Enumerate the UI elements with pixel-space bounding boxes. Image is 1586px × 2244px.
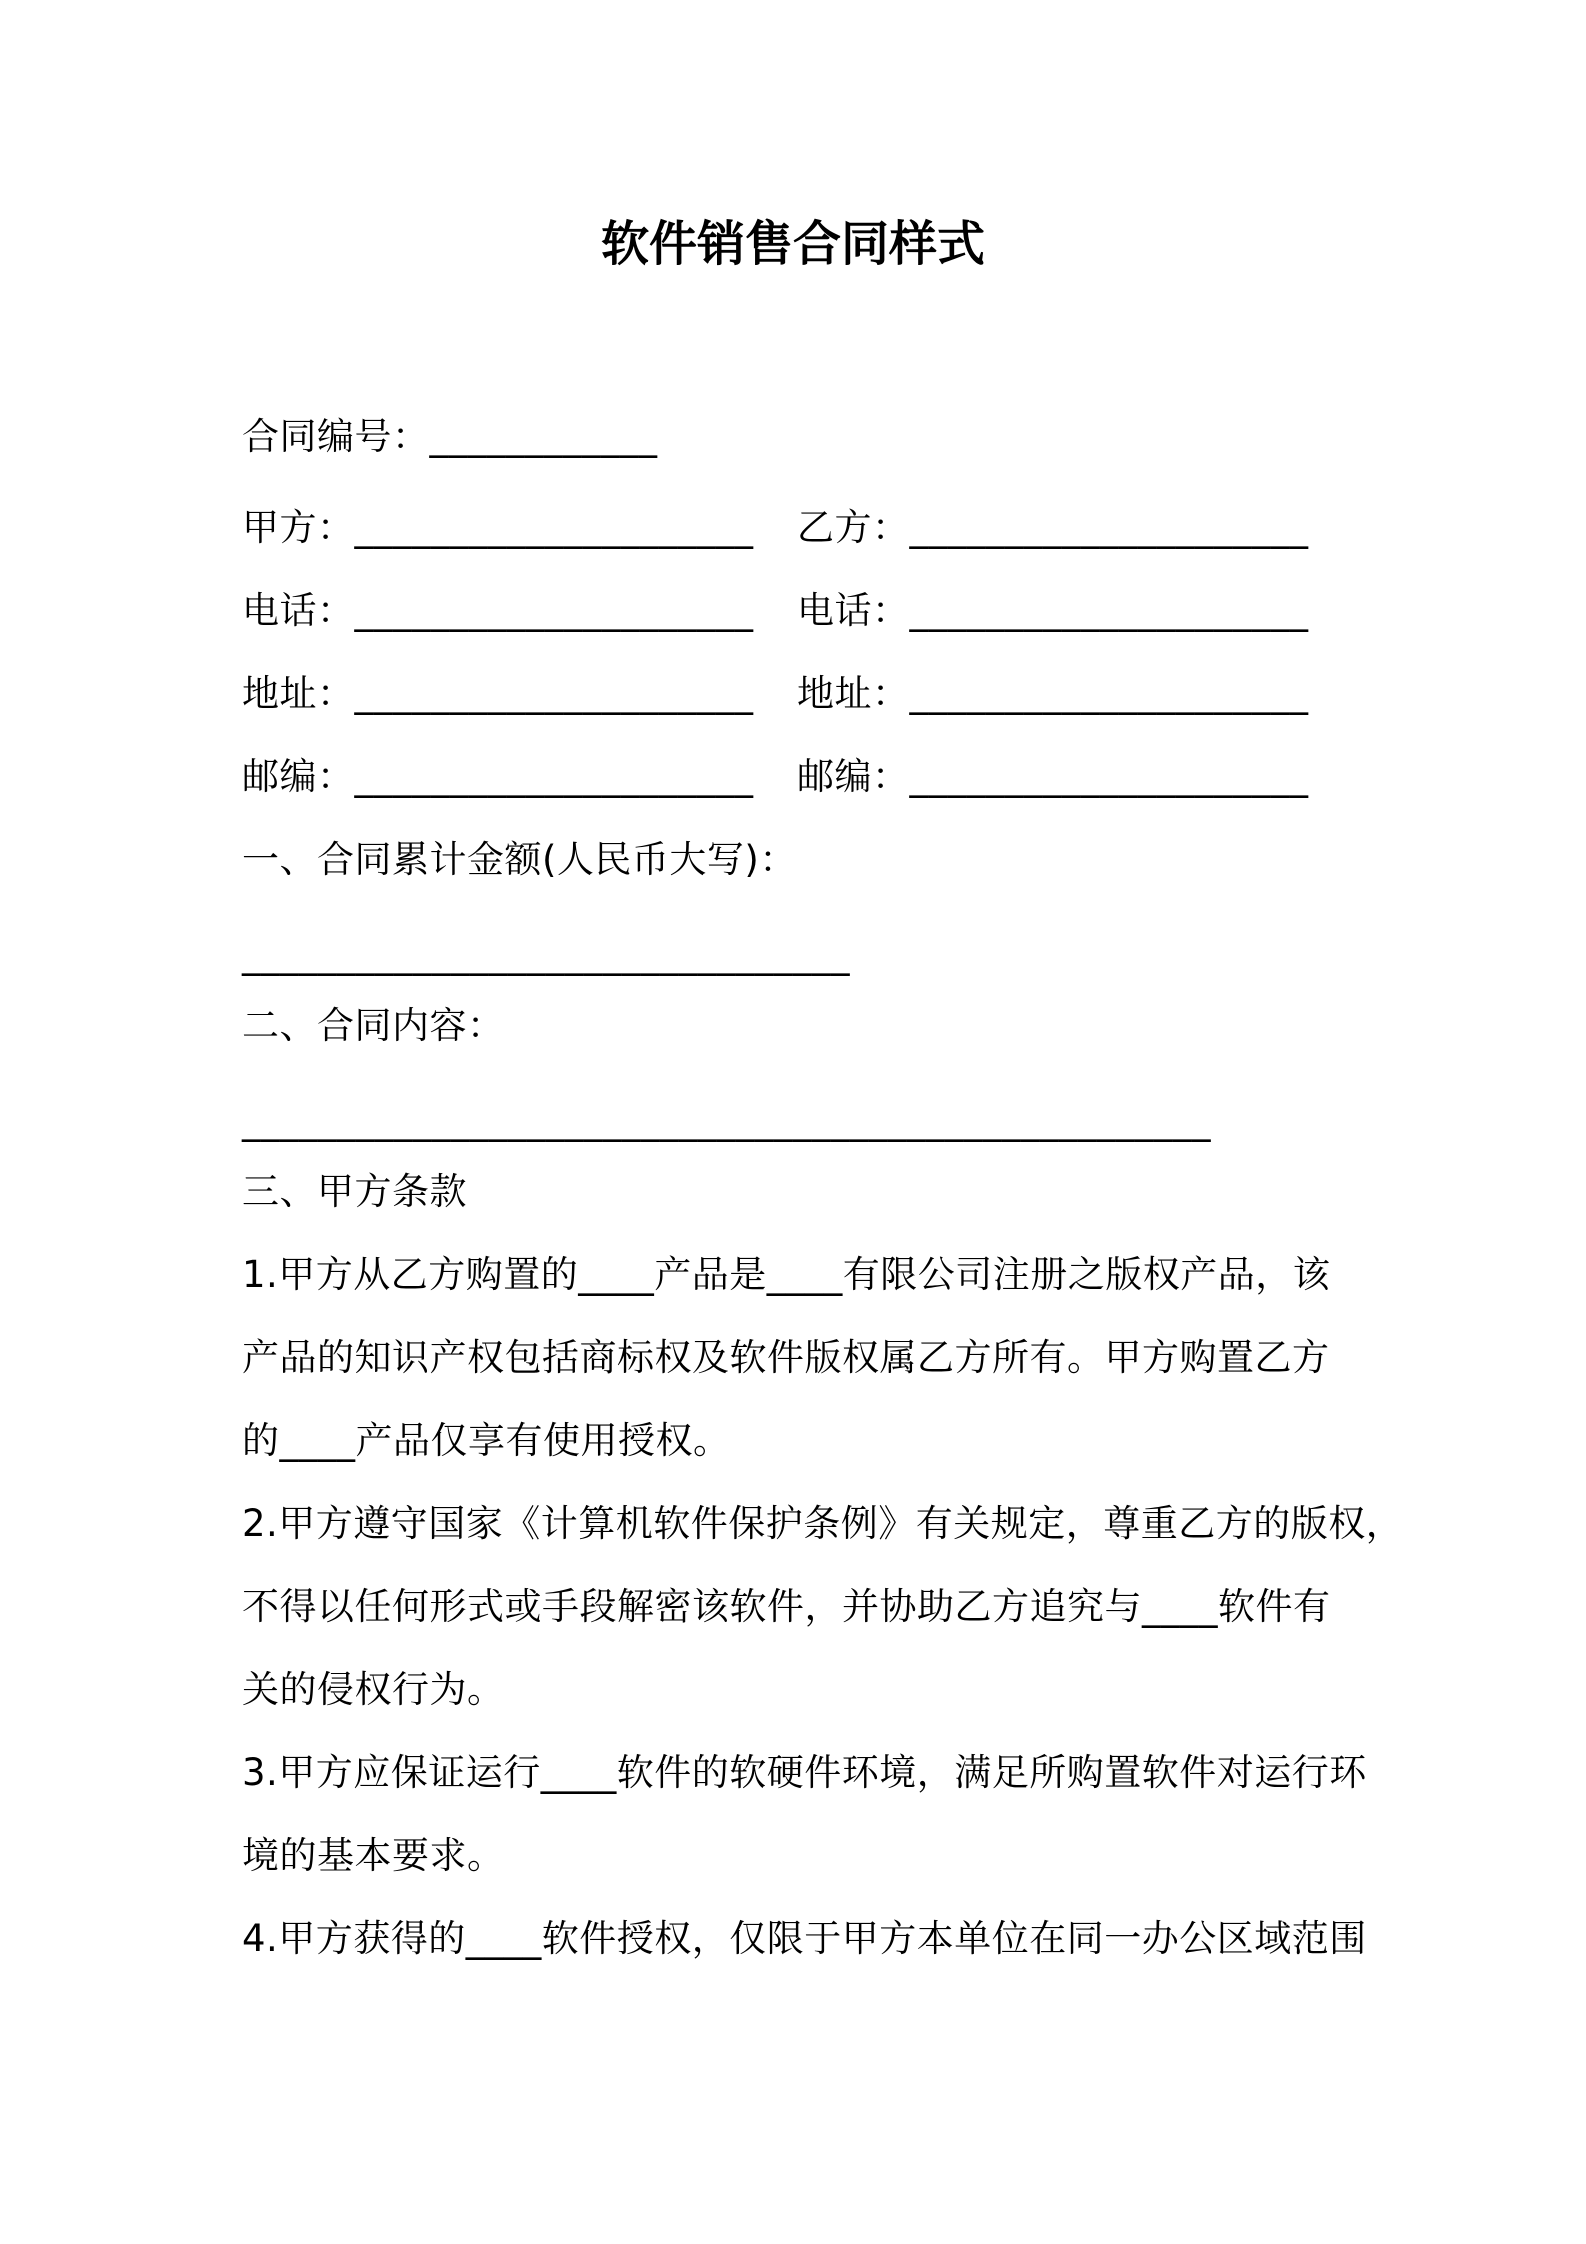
amount-heading: 一、合同累计金额(人民币大写)：	[242, 838, 797, 881]
clause-line: 1.甲方从乙方购置的____产品是____有限公司注册之版权产品，该	[242, 1253, 1331, 1296]
party-a-terms-heading: 三、甲方条款	[242, 1170, 467, 1213]
content-blank: ___________________________________________________	[242, 1099, 1211, 1142]
clause-line: 产品的知识产权包括商标权及软件版权属乙方所有。甲方购置乙方	[242, 1336, 1330, 1379]
document-title: 软件销售合同样式	[600, 216, 985, 272]
party-b-postcode-field: 邮编：_____________________	[797, 755, 1309, 798]
party-b-name-field: 乙方：_____________________	[797, 506, 1309, 549]
clause-line: 4.甲方获得的____软件授权，仅限于甲方本单位在同一办公区域范围	[242, 1917, 1367, 1960]
party-a-phone-field: 电话：_____________________	[242, 589, 754, 632]
clause-line: 不得以任何形式或手段解密该软件，并协助乙方追究与____软件有	[242, 1585, 1331, 1628]
party-a-address-field: 地址：_____________________	[242, 672, 754, 715]
party-a-name-field: 甲方：_____________________	[242, 506, 754, 549]
clause-line: 境的基本要求。	[242, 1834, 505, 1877]
party-b-address-field: 地址：_____________________	[797, 672, 1309, 715]
clause-line: 2.甲方遵守国家《计算机软件保护条例》有关规定，尊重乙方的版权，	[242, 1502, 1404, 1545]
clause-line: 的____产品仅享有使用授权。	[242, 1419, 731, 1462]
content-heading: 二、合同内容：	[242, 1004, 505, 1047]
contract-number-field: 合同编号：____________	[242, 415, 658, 458]
clause-line: 关的侵权行为。	[242, 1668, 505, 1711]
party-b-phone-field: 电话：_____________________	[797, 589, 1309, 632]
amount-blank: ________________________________	[242, 933, 850, 976]
party-a-postcode-field: 邮编：_____________________	[242, 755, 754, 798]
clause-line: 3.甲方应保证运行____软件的软硬件环境，满足所购置软件对运行环	[242, 1751, 1367, 1794]
